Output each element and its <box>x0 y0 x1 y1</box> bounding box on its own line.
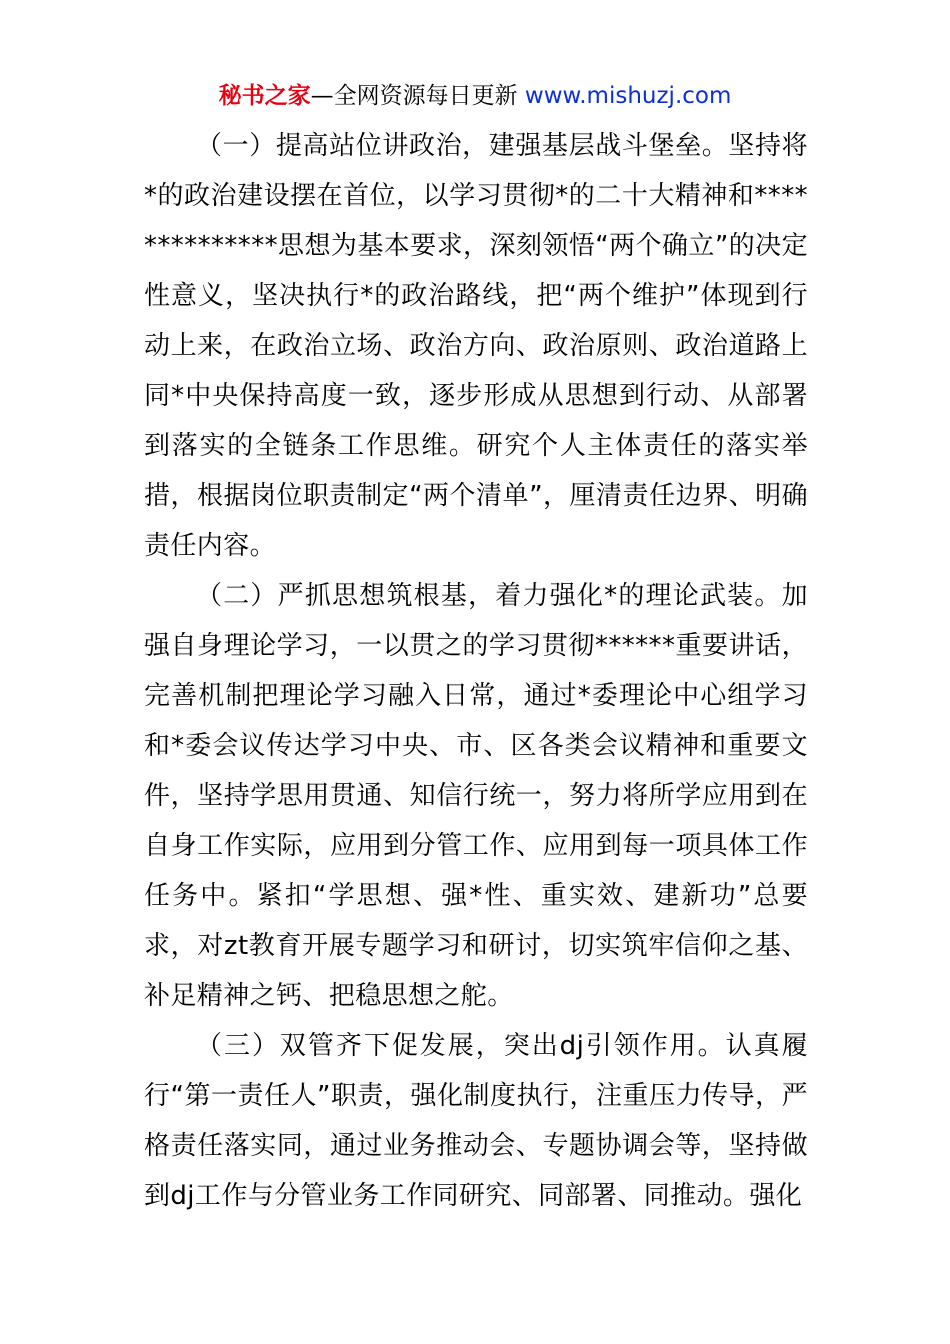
site-url: www.mishuzj.com <box>524 83 732 109</box>
brand-name: 秘书之家 <box>218 83 311 109</box>
paragraph-1: （一）提高站位讲政治，建强基层战斗堡垒。坚持将*的政治建设摆在首位，以学习贯彻*的二十大精神和**************思想为基本要求，深刻领悟“两个确立”的决定性意义，坚决执行*的政治路线，把“两个维护”体现到行动上来，在政治立场、政治方向、政治原则、政治道路上同*中央保持高度一致，逐步形成从思想到行动、从部署到落实的全链条工作思维。研究个人主体责任的落实举措，根据岗位职责制定“两个清单”，厘清责任边界、明确责任内容。 <box>144 131 808 561</box>
site-watermark-header <box>0 80 950 112</box>
document-body <box>144 121 808 1221</box>
paragraph-3: （三）双管齐下促发展，突出dj引领作用。认真履行“第一责任人”职责，强化制度执行，注重压力传导，严格责任落实同，通过业务推动会、专题协调会等，坚持做到dj工作与分管业务工作同研究、同部署、同推动。强化 <box>144 1031 808 1211</box>
paragraph-2: （二）严抓思想筑根基，着力强化*的理论武装。加强自身理论学习，一以贯之的学习贯彻******重要讲话，完善机制把理论学习融入日常，通过*委理论中心组学习和*委会议传达学习中央、市、区各类会议精神和重要文件，坚持学思用贯通、知信行统一，努力将所学应用到在自身工作实际，应用到分管工作、应用到每一项具体工作任务中。紧扣“学思想、强*性、重实效、建新功”总要求，对zt教育开展专题学习和研讨，切实筑牢信仰之基、补足精神之钙、把稳思想之舵。 <box>144 581 808 1011</box>
header-tagline: —全网资源每日更新 <box>310 83 525 109</box>
